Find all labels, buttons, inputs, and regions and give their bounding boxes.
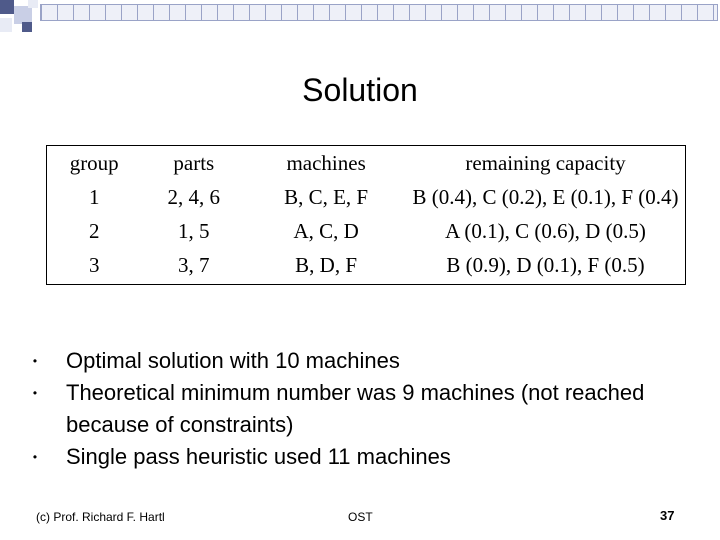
bullet-text: Single pass heuristic used 11 machines bbox=[66, 444, 451, 469]
bullet-dot-icon: • bbox=[32, 450, 38, 464]
bullet-list bbox=[30, 345, 720, 473]
cell-machines: B, D, F bbox=[295, 253, 358, 277]
bullet-item bbox=[30, 441, 720, 473]
decor-grid-bar bbox=[40, 4, 718, 21]
cell-machines: B, C, E, F bbox=[284, 185, 369, 209]
footer-center-label: OST bbox=[348, 510, 373, 524]
decor-square bbox=[22, 22, 32, 32]
bullet-item bbox=[30, 345, 720, 377]
bullet-item bbox=[30, 377, 720, 441]
cell-remaining-capacity: A (0.1), C (0.6), D (0.5) bbox=[445, 219, 646, 243]
table-row bbox=[47, 216, 686, 250]
cell-parts: 2, 4, 6 bbox=[167, 185, 221, 209]
table-row bbox=[47, 250, 686, 285]
cell-group: 2 bbox=[88, 219, 100, 243]
cell-group: 3 bbox=[88, 253, 100, 277]
cell-remaining-capacity: B (0.4), C (0.2), E (0.1), F (0.4) bbox=[412, 185, 679, 209]
slide-title: Solution bbox=[302, 72, 418, 108]
bullet-text: Theoretical minimum number was 9 machines (not reached because of constraints) bbox=[66, 380, 645, 437]
cell-machines: A, C, D bbox=[293, 219, 359, 243]
bullet-dot-icon: • bbox=[32, 354, 38, 368]
table-header-row bbox=[47, 146, 686, 183]
page-number: 37 bbox=[660, 508, 675, 523]
footer-author: (c) Prof. Richard F. Hartl bbox=[36, 510, 165, 524]
decor-square bbox=[0, 0, 14, 14]
header-remaining-capacity: remaining capacity bbox=[465, 151, 626, 175]
decor-square bbox=[0, 18, 12, 32]
header-group: group bbox=[69, 151, 119, 175]
cell-parts: 3, 7 bbox=[178, 253, 210, 277]
bullet-text: Optimal solution with 10 machines bbox=[66, 348, 400, 373]
header-parts: parts bbox=[173, 151, 215, 175]
decor-square bbox=[28, 0, 38, 8]
cell-parts: 1, 5 bbox=[178, 219, 210, 243]
cell-remaining-capacity: B (0.9), D (0.1), F (0.5) bbox=[446, 253, 645, 277]
header-machines: machines bbox=[286, 151, 366, 175]
bullet-dot-icon: • bbox=[32, 386, 38, 400]
table-row bbox=[47, 182, 686, 216]
results-table bbox=[46, 145, 686, 285]
cell-group: 1 bbox=[88, 185, 100, 209]
